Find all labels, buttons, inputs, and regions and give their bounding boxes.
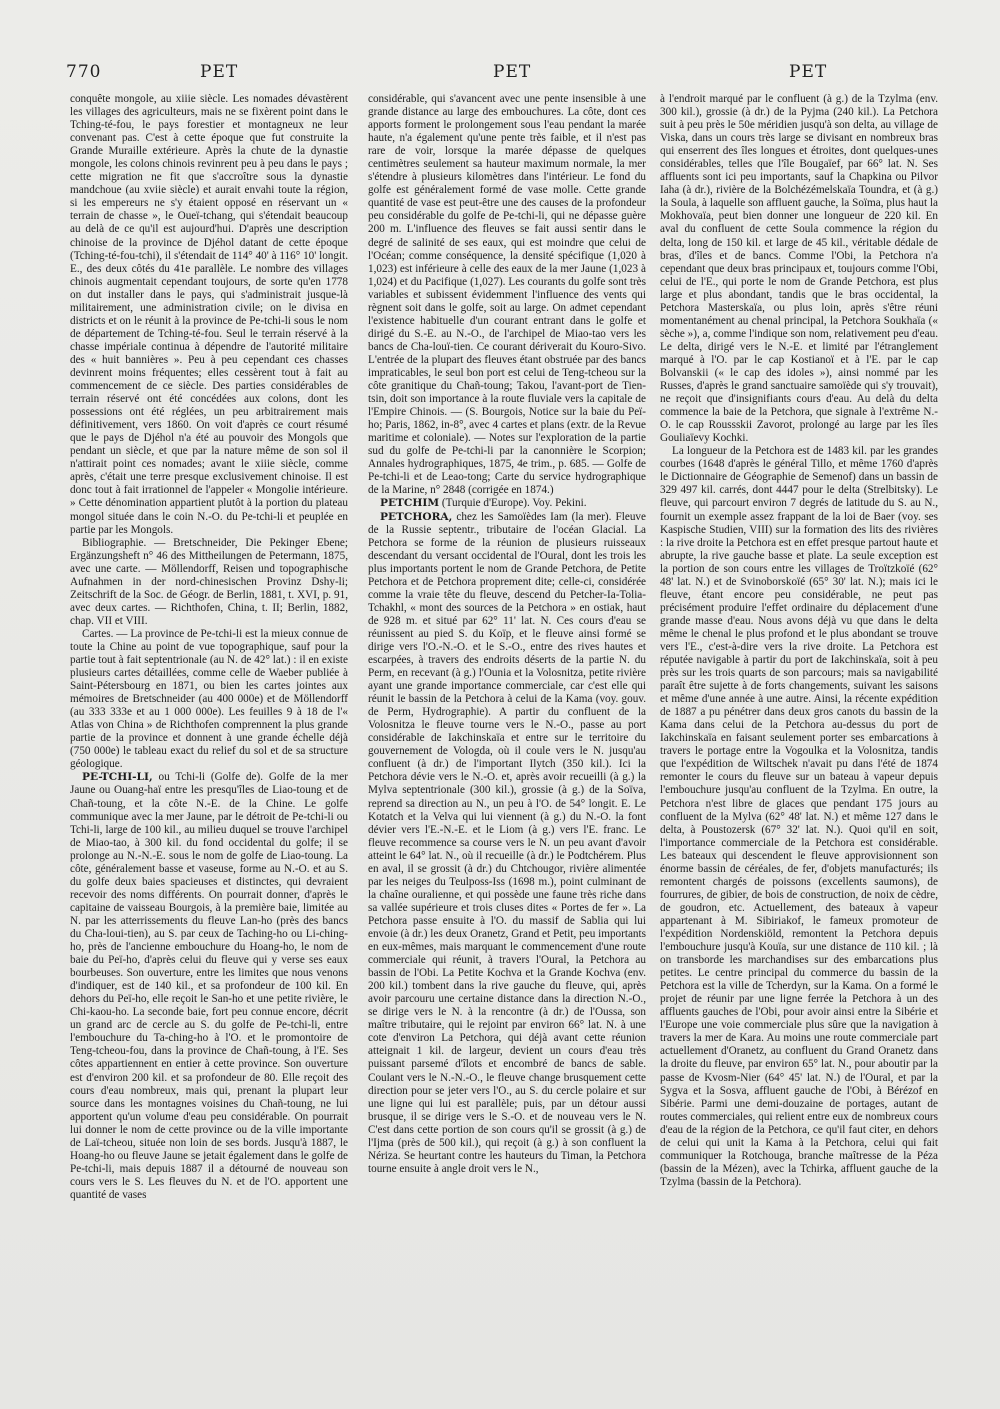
paragraph: à l'endroit marqué par le confluent (à g.) de la Tzylma (env. 300 kil.), grossie (à dr.) de la Pyjma (240 kil.). La Petchora suit à peu près le 50e méridien jusqu'à son delta, au village de Viska, dans un cours très large se divisant en nombreux bras qui enserrent des îles longues et étroites, dont quelques-unes considérables, telles que l'île Bougaïef, par 66° lat. N. Ses affluents sont ici peu importants, sauf la Chapkina ou Pilvor Iaha (à dr.), rivière de la Bolchézémelskaïa Toundra, et (à g.) la Soula, à laquelle son affluent gauche, la Soïma, plus haut la Mokhovaïa, peut bien donner une longueur de 220 kil. En aval du confluent de cette Soula commence la région du delta, long de 150 kil. et large de 45 kil., véritable dédale de bras, d'îles et de bancs. Comme l'Obi, la Petchora n'a cependant que deux bras principaux et, toujours comme l'Obi, celui de l'E., qui porte le nom de Grande Petchora, est plus large et plus abondant, tandis que le bras occidental, la Petchora Masterskaïa, ou plus loin, après s'être réuni momentanément au chenal principal, la Petchora Soukhaïa (« sèche »), a, comme l'indique son nom, relativement peu d'eau. Le delta, dirigé vers le N.-E. et limité par l'étranglement marqué à l'O. par le cap Kostianoï et à l'E. par le cap Bolvanskii (« le cap des idoles »), ainsi nommé par les Russes, d'après le grand sanctuaire samoïède qui s'y trouvait), ne reçoit que d'insignifiants cours d'eau. Au delà du delta commence la baie de la Petchora, que signale à l'extrême N.-O. le cap Roussskii Zavorot, prolongé au large par les îles Gouliaïevy Kochki. — [660, 93, 938, 445]
entry-headword: PETCHIM — [380, 497, 440, 510]
entry-pe-tchi-li-golfe — [70, 771, 348, 1202]
entry-petchim — [368, 497, 646, 510]
entry-body: (Turquie d'Europe). Voy. Pekini. — [441, 497, 587, 510]
entry-headword: PETCHORA, — [380, 510, 453, 523]
bibliography-paragraph: Bibliographie. — Bretschneider, Die Pekinger Ebene; Ergänzungsheft n° 46 des Mittheilungen de Petermann, 1875, avec une carte. — Möllendorff, Reisen und topographische Aufnahmen in der nord-chinesischen Provinz Dshy-li; Zeitschrift de la Soc. de Géogr. de Berlin, 1881, t. XVI, p. 91, avec deux cartes. — Richthofen, China, t. II; Berlin, 1882, chap. VII et VIII. — [70, 536, 348, 627]
maps-paragraph: Cartes. — La province de Pe-tchi-li est la mieux connue de toute la Chine au point de vue topographique, sauf pour la partie tout à fait septentrionale (au N. de 42° lat.) : il en existe plusieurs cartes détaillées, comme celle de Waeber publiée à Saint-Pétersbourg en 1871, ou bien les cartes jointes aux mémoires de Bretschneider (au 400 000e) et de Möllendorff (au 333 333e et au 1 000 000e). Les feuilles 9 à 18 de l'« Atlas von China » de Richthofen comprennent la plus grande partie de la province et donnent à une grande échelle déjà (750 000e) le tableau exact du relief du sol et de sa structure géologique. — [70, 627, 348, 771]
running-header — [0, 62, 1000, 92]
entry-headword: PE-TCHI-LI, — [82, 771, 153, 784]
text-column-center — [368, 93, 646, 1363]
entry-body: ou Tchi-li (Golfe de). Golfe de la mer Jaune ou Ouang-haï entre les presqu'îles de Liao-toung et de Chañ-toung, et la côte N.-E. de la Chine. Le golfe communique avec la mer Jaune, par le détroit de Pe-tchi-li ou Tchi-li, large de 100 kil., au milieu duquel se trouve l'archipel de Miao-tao, à 300 kil. du fond occidental du golfe; il se prolonge au N.-N.-E. sous le nom de golfe de Liao-toung. La côte, généralement basse et vaseuse, forme au N.-O. et au S. du golfe deux baies spacieuses et distinctes, qui devraient recevoir des noms différents. On pourrait donner, d'après le capitaine de vaisseau Bourgois, à la première baie, limitée au N. par les atterrissements du fleuve Lan-ho (près des bancs du Cha-loui-tien), au S. par ceux de Taching-ho ou Li-ching-ho, près de l'ancienne embouchure du Hoang-ho, le nom de baie du Peï-ho, d'après celui du fleuve qui y verse ses eaux bourbeuses. Son ouverture, entre les limites que nous venons d'indiquer, est de 140 kil., et sa profondeur de 100 kil. En dehors du Peï-ho, elle reçoit le San-ho et une petite rivière, le Chi-kaou-ho. La seconde baie, fort peu connue encore, décrit un grand arc de cercle au S. du golfe de Pe-tchi-li, entre l'embouchure du Ta-ching-ho à l'O. et le promontoire de Teng-tcheou-fou, dans la province de Chañ-toung, à l'E. Ses côtes appartiennent en entier à cette province. Son ouverture est d'environ 200 kil. et sa profondeur de 80. Elle reçoit des cours d'eau nombreux, mais qui, prenant la plupart leur source dans les montagnes voisines du Chañ-toung, ne lui apportent qu'un volume d'eau peu considérable. On pourrait lui donner le nom de cette province ou de la ville importante de Laï-tcheou, située non loin de ses bords. Jusqu'à 1887, le Hoang-ho ou fleuve Jaune se jetait également dans le golfe de Pe-tchi-li, mais depuis 1887 il a détourné de nouveau son cours vers le S. Les fleuves du N. et de l'O. apportent une quantité de vases — [70, 771, 348, 1201]
entry-petchora — [368, 511, 646, 1176]
text-column-left — [70, 93, 348, 1363]
entry-body: chez les Samoïèdes Iam (la mer). Fleuve de la Russie septentr., tributaire de l'océan Glacial. La Petchora se forme de la réunion de plusieurs ruisseaux descendant du versant occidental de l'Oural, dont les trois les plus importants portent le nom de Grande Petchora, de Petite Petchora et de Petchora proprement dite; celle-ci, considérée comme la vraie tête du fleuve, descend du Petcher-Ia-Tolia-Tchakhl, « mont des sources de la Petchora » en ostiak, haut de 928 m. et situé par 62° 11' lat. N. Ces cours d'eau se réunissent au pied S. du Koïp, et le fleuve ainsi formé se dirige vers l'O.-N.-O. et le S.-O., entre des rives hautes et escarpées, à travers des endroits déserts de la partie N. du Perm, en recevant (à g.) l'Ounia et la Volosnitza, petite rivière ayant une grande importance commerciale, car c'est elle qui réunit le bassin de la Petchora à celui de la Kama (voy. gouv. de Perm, Hydrographie). A partir du confluent de la Volosnitza le fleuve tourne vers le N.-O., passe au port considérable de Iakchinskaïa et entre sur le territoire du gouvernement de Vologda, où il coule vers le N. jusqu'au confluent (à dr.) de l'important Ilytch (350 kil.). Ici la Petchora dévie vers le N.-O. et, après avoir recueilli (à g.) la Mylva septentrionale (300 kil.), grossie (à g.) de la Soïva, reprend sa direction au N., un peu à l'O. de 54° longit. E. Le Kotatch et la Velva qui lui viennent (à g.) du N.-O. la font dévier vers l'E.-N.-E. et le Liom (à g.) vers l'E. franc. Le fleuve recommence sa course vers le N. un peu avant d'avoir atteint le 64° lat. N., où il recueille (à dr.) le Podtchérem. Plus en aval, il se grossit (à dr.) du Chtchougor, rivière alimentée par les neiges du Teulposs-Iss (1698 m.), point culminant de la chaîne ouralienne, et qui possède une faune très riche dans sa vallée supérieure et trois cluses dites « Portes de fer ». La Petchora passe ensuite à l'O. du massif de Sablia qui lui envoie (à dr.) les deux Oranetz, Grand et Petit, peu importants en eux-mêmes, mais marquant le commencement d'une route commerciale qui réunit, à travers l'Oural, la Petchora au bassin de l'Obi. La Petite Kochva et la Grande Kochva (env. 200 kil.) tombent dans la rive gauche du fleuve, qui, après avoir parcouru une certaine distance dans la direction N.-O., se dirige vers le N. à la rencontre (à dr.) de l'Oussa, son maître tributaire, qui le rejoint par environ 66° lat. N. à une cote d'environ La Petchora, qui déjà avant cette réunion atteignait 1 kil. de largeur, devient un cours d'eau très puissant parsemé d'îlots et encombré de bancs de sable. Coulant vers le N.-N.-O., le fleuve change brusquement cette direction pour se jeter vers l'O., au S. du cercle polaire et sur une ligne qui lui est parallèle; puis, par un détour aussi brusque, il se dirige vers le S.-O. et de nouveau vers le N. C'est dans cette portion de son cours qu'il se grossit (à g.) de l'Ijma (près de 500 kil.), qui reçoit (à g.) à son confluent la Nériza. Se heurtant contre les hauteurs du Timan, la Petchora tourne ensuite à angle droit vers le N., — [368, 510, 646, 1175]
headword-center: PET — [493, 62, 532, 82]
page-number: 770 — [66, 62, 102, 82]
paragraph: conquête mongole, au xiiie siècle. Les nomades dévastèrent les villages des agriculteurs, mais ne se fixèrent point dans le Tching-té-fou, le pays forestier et montagneux ne leur convenant pas. C'est à cette époque que fut construite la Grande Muraille extérieure. Après la chute de la dynastie mongole, les colons chinois revinrent peu à peu dans le pays ; cette migration ne fit que s'accroître sous la dynastie mandchoue (au xviie siècle) et aurait envahi toute la région, si les empereurs ne s'y étaient opposé en réservant un « terrain de chasse », le Oueï-tchang, qui s'étendait beaucoup au delà de ce qu'il est aujourd'hui. D'après une description chinoise de la province de Djéhol datant de cette époque (Tching-té-fou-tchi), il s'étendait de 114° 40' à 116° 10' longit. E., des deux côtés du 41e parallèle. Le nombre des villages chinois augmentait cependant toujours, de sorte qu'en 1778 on dut installer dans le pays, qui s'administrait jusque-là militairement, une administration civile; on le divisa en districts et on le réunit à la province de Pe-tchi-li sous le nom de département de Tching-té-fou. Seul le terrain réservé à la chasse impériale continua à dépendre de l'autorité militaire des « huit bannières ». Peu à peu cependant ces chasses devinrent moins fréquentes; elles cessèrent tout à fait au commencement de ce siècle. Des parties considérables de terrain réservé ont été concédées aux colons, dont les possessions ont été réglées, un peu arbitrairement mais définitivement, vers 1860. On voit d'après ce court résumé que le pays de Djéhol n'a été au pouvoir des Mongols que pendant un siècle, et que par la nature même de son sol il n'attirait point ces nomades; avant le xiiie siècle, comme après, c'était une terre presque exclusivement chinoise. Il est donc tout à fait irrationnel de l'appeler « Mongolie intérieure. » Cette dénomination appartient plutôt à la portion du plateau mongol située dans le coin N.-O. du Pe-tchi-li et peuplée en partie par les Mongols. — [70, 93, 348, 536]
headword-left: PET — [200, 62, 239, 82]
paragraph: considérable, qui s'avancent avec une pente insensible à une grande distance au large des embouchures. La côte, dont ces apports forment le prolongement sous l'eau pendant la marée haute, n'a également qu'une pente très faible, et il n'est pas rare de voir, lorsque la marée dépasse de quelques centimètres seulement sa hauteur maximum normale, la mer s'étendre à plusieurs kilomètres dans l'intérieur. Le fond du golfe est généralement formé de vase molle. Cette grande quantité de vase est peut-être une des causes de la profondeur peu considérable du golfe de Pe-tchi-li, qui ne dépasse guère 200 m. L'influence des fleuves se fait aussi sentir dans le degré de salinité de ses eaux, qui est moindre que celui de l'Océan; comme conséquence, la densité spécifique (1,020 à 1,023) est inférieure à celle des eaux de la mer Jaune (1,023 à 1,024) et du Pacifique (1,027). Les courants du golfe sont très variables et subissent évidemment l'influence des vents qui règnent soit dans le golfe, soit au large. On admet cependant l'existence habituelle d'un courant entrant dans le golfe et dirigé du S.-E. au N.-O., de l'archipel de Miao-tao vers les bancs de Cha-louï-tien. Ce courant dériverait du Kouro-Sivo. L'entrée de la plupart des fleuves étant obstruée par des bancs impraticables, le seul bon port est celui de Teng-tcheou sur la côte granitique du Chañ-toung; Takou, l'avant-port de Tien-tsin, doit son importance à la route fluviale vers la capitale de l'Empire Chinois. — (S. Bourgois, Notice sur la baie du Peï-ho; Paris, 1862, in-8°, avec 4 cartes et plans (extr. de la Revue maritime et coloniale). — Notes sur l'exploration de la partie sud du golfe de Pe-tchi-li par la canonnière le Scorpion; Annales hydrographiques, 1875, 4e trim., p. 685. — Golfe de Pe-tchi-li et de Leao-tong; Carte du service hydrographique de la Marine, n° 2848 (corrigée en 1874.) — [368, 93, 646, 497]
paragraph: La longueur de la Petchora est de 1483 kil. par les grandes courbes (1648 d'après le général Tillo, et même 1760 d'après le Dictionnaire de Géographie de Semenof) dans un bassin de 329 497 kil. carrés, dont 4447 pour le delta (Strelbitsky). Le fleuve, qui parcourt environ 7 degrés de latitude du S. au N., fournit un exemple assez frappant de la loi de Baer (voy. ses Kaspische Studien, VIII) sur la formation des lits des rivières : la rive droite la Petchora est en effet presque partout haute et abrupte, la rive gauche basse et plate. La seule exception est la portion de son cours entre les villages de Troïtzkoïé (62° 48' lat. N.) et de Svinoborskoïé (65° 30' lat. N.); mais ici le fleuve, étant encore peu considérable, ne peut pas précisément produire l'effet ordinaire du déplacement d'une grande masse d'eau. Nous avons déjà vu que dans le delta même le chenal le plus profond et le plus abondant se trouve vers l'E., c'est-à-dire vers la rive droite. La Petchora est réputée navigable à partir du port de Iakchinskaïa, soit à peu près sur les trois quarts de son parcours; mais sa navigabilité paraît être sujette à de forts changements, suivant les saisons et même d'une année à une autre. Ainsi, la récente expédition de 1887 a pu pénétrer dans deux gros canots du bassin de la Kama dans celui de la Petchora au-dessus du port de Iakchinskaïa en faisant seulement porter ses embarcations à travers le portage entre la Vogoulka et la Volosnitza, tandis que l'expédition de Wiltschek n'avait pu dans l'été de 1874 remonter le cours du fleuve sur un bateau à vapeur depuis l'embouchure jusqu'au confluent de la Tzylma. En outre, la Petchora n'est libre de glaces que pendant 175 jours au confluent de la Mylva (62° 48' lat. N.) et même 127 dans le delta, à Poustozersk (67° 32' lat. N.). Quoi qu'il en soit, l'importance commerciale de la Petchora est considérable. Les bateaux qui descendent le fleuve approvisionnent son énorme bassin de céréales, de fer, d'objets manufacturés; ils remontent chargés de poissons (excellents saumons), de fourrures, de gibier, de bois de construction, de noix de cèdre, de goudron, etc. Actuellement, des bateaux à vapeur appartenant à M. Sibiriakof, le fameux promoteur de l'expédition Nordenskiöld, remontent la Petchora depuis l'embouchure jusqu'à Kouïa, sur une distance de 110 kil. ; là on transborde les marchandises sur des embarcations plus petites. Le centre principal du commerce du bassin de la Petchora est la ville de Tcherdyn, sur la Kama. On a formé le projet de réunir par une ligne ferrée la Petchora à un des affluents gauches de l'Obi, pour avoir ainsi entre la Sibérie et l'Europe une voie commerciale plus sûre que la navigation à travers la mer de Kara. Au moins une route commerciale part actuellement d'Oranetz, au confluent du Grand Oranetz dans la droite du fleuve, par environ 65° lat. N., pour aboutir par la passe de Kvosm-Nier (64° 45' lat. N.) de l'Oural, et par la Sygva et la Sosva, affluent gauche de l'Obi, à Bérézof en Sibérie. Parmi une demi-douzaine de portages, autant de routes commerciales, qui relient entre eux de nombreux cours d'eau de la région de la Petchora, ce qu'il faut citer, en dehors de celui qui unit la Kama à la Petchora, celui qui fait communiquer la Rotchouga, branche maîtresse de la Péza (bassin de la Mézen), avec la Tchirka, affluent gauche de la Tzylma (bassin de la Petchora). — [660, 445, 938, 1188]
headword-right: PET — [789, 62, 828, 82]
text-column-right — [660, 93, 938, 1363]
